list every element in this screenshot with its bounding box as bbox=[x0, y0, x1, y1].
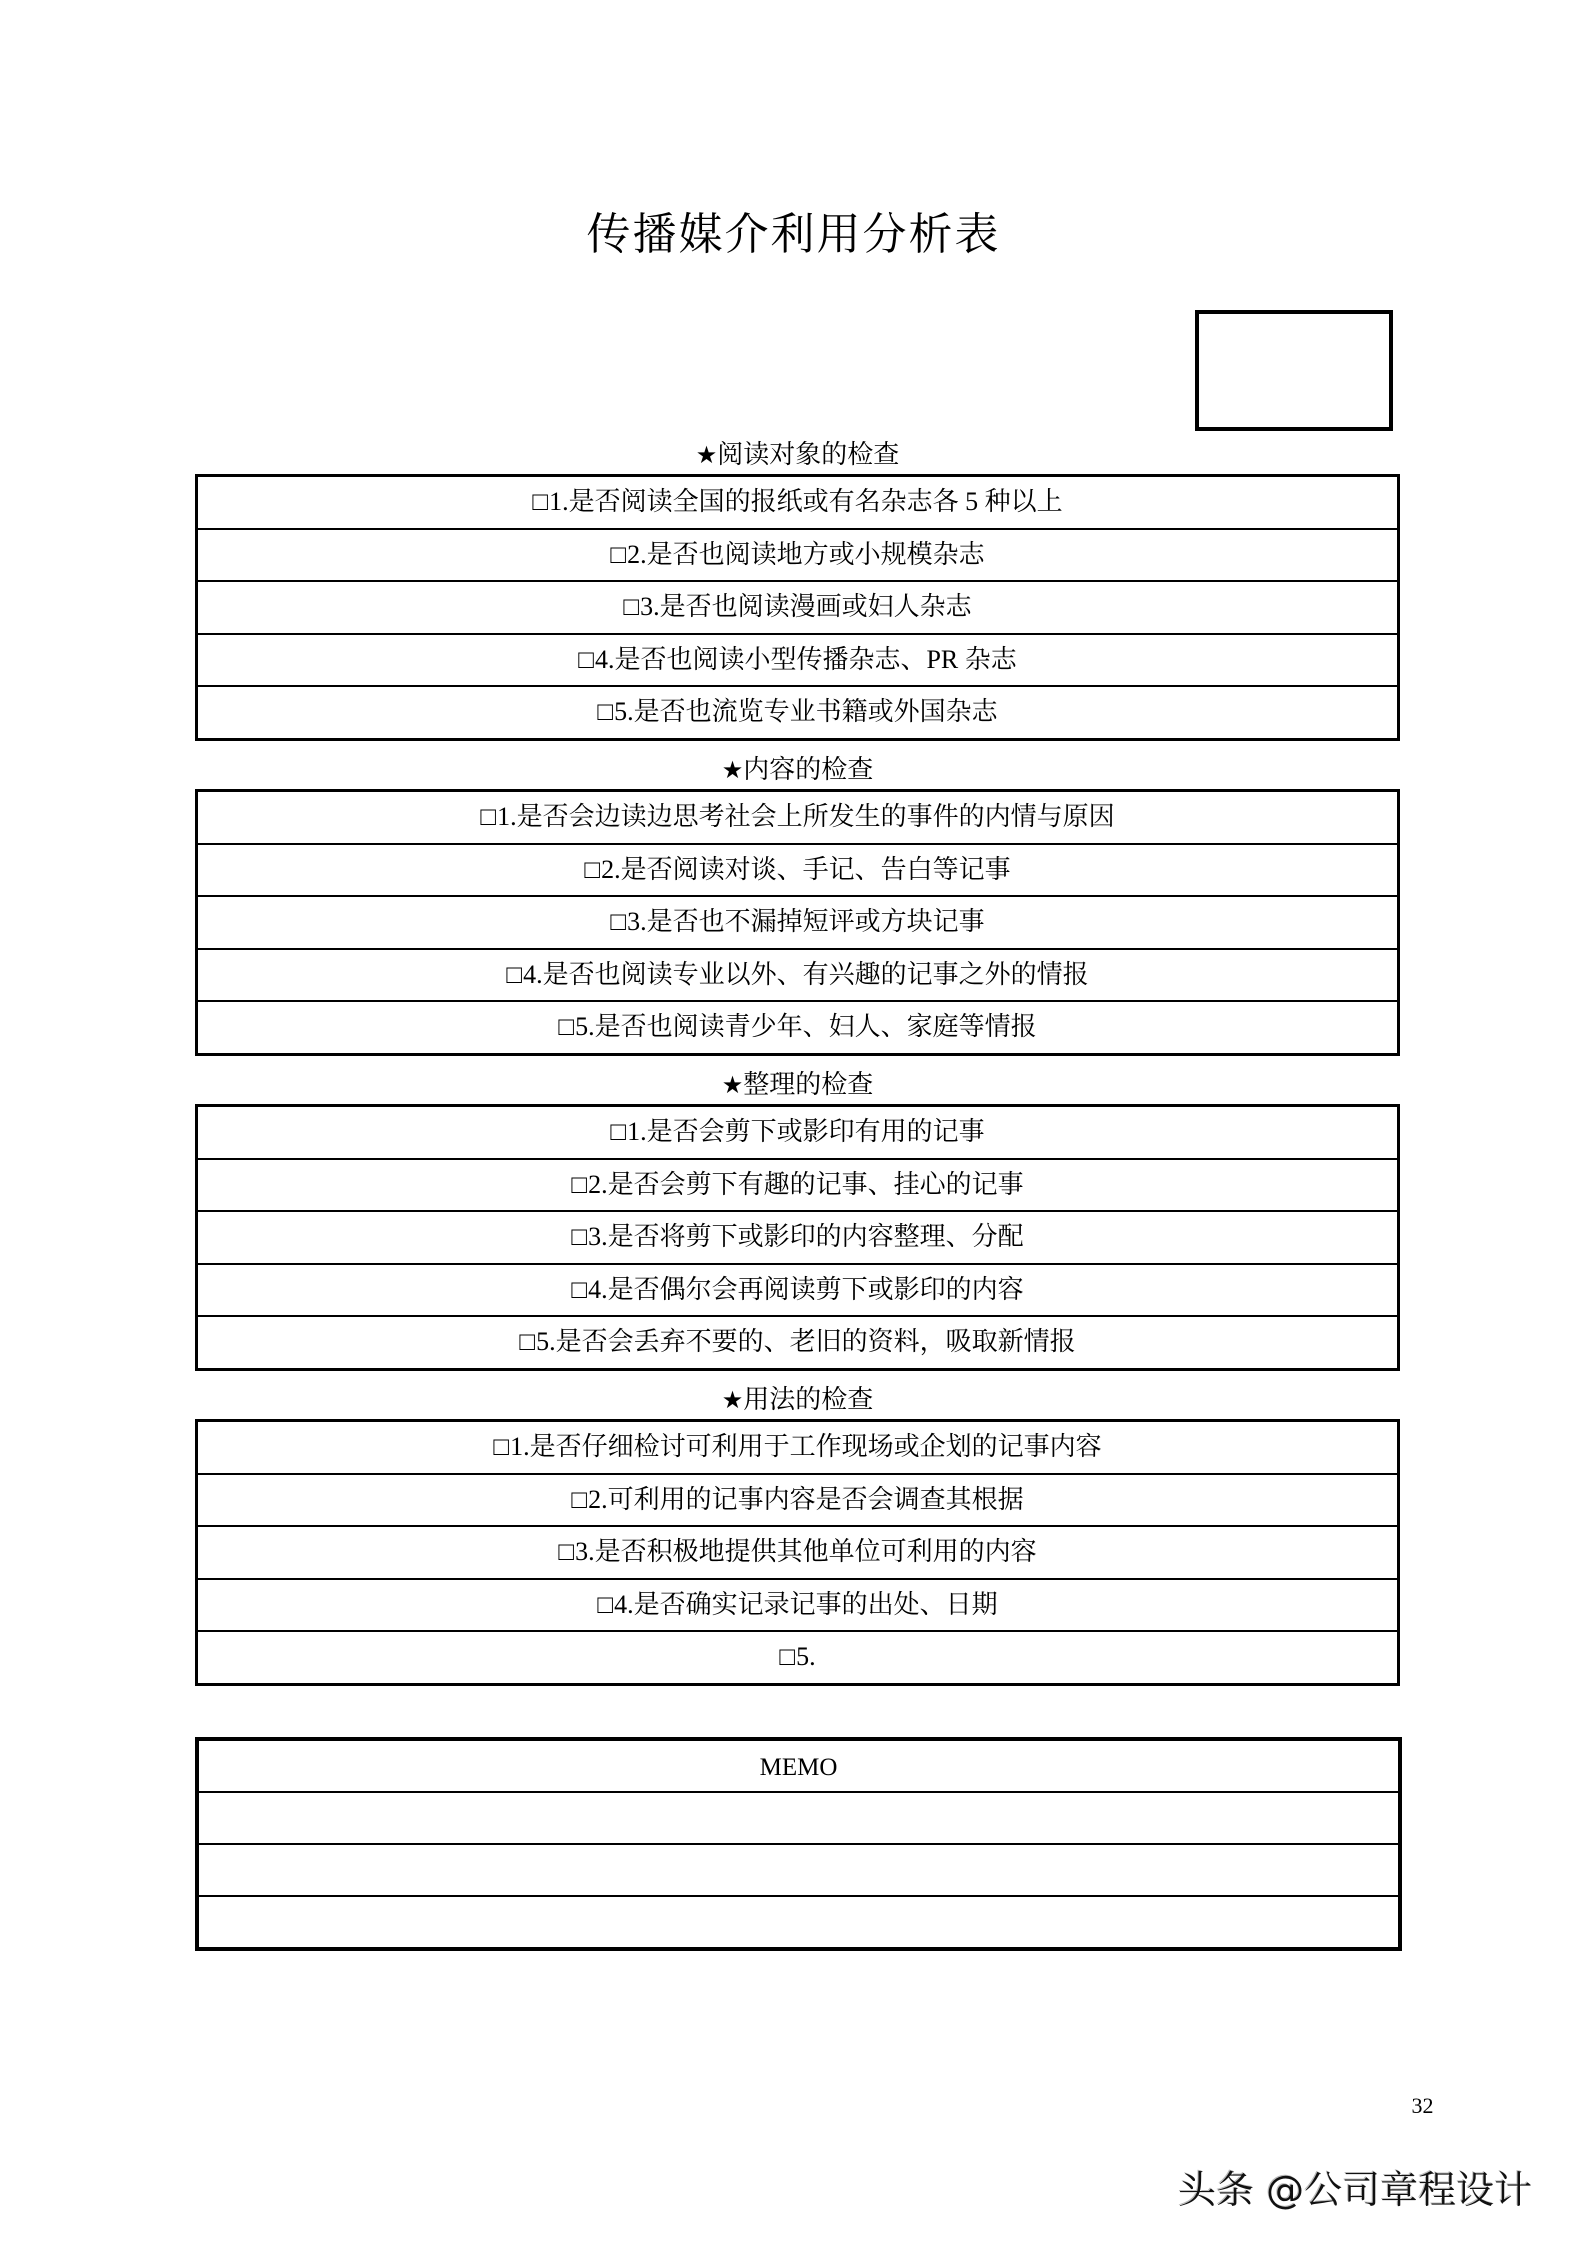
checklist-item-label: 3.是否积极地提供其他单位可利用的内容 bbox=[575, 1537, 1037, 1567]
checklist-item[interactable] bbox=[198, 1422, 1397, 1473]
checkbox-icon[interactable]: □ bbox=[519, 1327, 536, 1357]
section-header-label: 用法的检查 bbox=[743, 1385, 874, 1414]
star-icon: ★ bbox=[721, 758, 744, 784]
checkbox-icon[interactable]: □ bbox=[571, 1222, 588, 1252]
checklist-item[interactable] bbox=[198, 528, 1397, 581]
memo-line[interactable] bbox=[199, 1791, 1398, 1843]
checklist-item[interactable] bbox=[198, 1473, 1397, 1526]
checklist-item-label: 3.是否将剪下或影印的内容整理、分配 bbox=[588, 1222, 1024, 1252]
memo-line[interactable] bbox=[199, 1895, 1398, 1947]
checkbox-icon[interactable]: □ bbox=[571, 1484, 588, 1514]
section-header-organizing bbox=[195, 1068, 1400, 1103]
section-header-label: 阅读对象的检查 bbox=[717, 440, 900, 469]
memo-table bbox=[195, 1737, 1402, 1951]
checklist-item-label: 4.是否也阅读小型传播杂志、PR 杂志 bbox=[594, 644, 1017, 674]
checklist-item[interactable] bbox=[198, 1107, 1397, 1158]
page-title: 传播媒介利用分析表 bbox=[586, 210, 1001, 259]
checklist-item[interactable] bbox=[198, 1578, 1397, 1631]
checklist-item[interactable] bbox=[198, 1525, 1397, 1578]
checklist-item-label: 3.是否也不漏掉短评或方块记事 bbox=[627, 907, 985, 937]
section-header-content bbox=[195, 753, 1400, 788]
checklist-item[interactable] bbox=[198, 843, 1397, 896]
stamp-box bbox=[1195, 310, 1393, 431]
checklist-item-label: 5.是否也阅读青少年、妇人、家庭等情报 bbox=[575, 1012, 1037, 1042]
memo-header: MEMO bbox=[759, 1754, 838, 1781]
star-icon: ★ bbox=[721, 1388, 744, 1414]
checklist-item[interactable] bbox=[198, 1158, 1397, 1211]
checkbox-icon[interactable]: □ bbox=[493, 1432, 510, 1462]
memo-line[interactable] bbox=[199, 1843, 1398, 1895]
checklist-item-label: 5.是否会丢弃不要的、老旧的资料，吸取新情报 bbox=[536, 1327, 1076, 1357]
checkbox-icon[interactable]: □ bbox=[610, 539, 627, 569]
checklist-item[interactable] bbox=[198, 1210, 1397, 1263]
checkbox-icon[interactable]: □ bbox=[584, 854, 601, 884]
section-header-label: 整理的检查 bbox=[743, 1070, 874, 1099]
checklist-item[interactable] bbox=[198, 1315, 1397, 1368]
checklist-item-label: 4.是否也阅读专业以外、有兴趣的记事之外的情报 bbox=[523, 959, 1089, 989]
checklist-table-organizing bbox=[195, 1104, 1400, 1371]
checklist-item[interactable] bbox=[198, 1000, 1397, 1053]
checklist-item[interactable] bbox=[198, 895, 1397, 948]
section-header-label: 内容的检查 bbox=[743, 755, 874, 784]
star-icon: ★ bbox=[695, 443, 718, 469]
checklist-item-label: 2.可利用的记事内容是否会调查其根据 bbox=[588, 1484, 1024, 1514]
checklist-item-label: 2.是否也阅读地方或小规模杂志 bbox=[627, 539, 985, 569]
checklist-item-label: 2.是否会剪下有趣的记事、挂心的记事 bbox=[588, 1169, 1024, 1199]
checklist-item-label: 1.是否会剪下或影印有用的记事 bbox=[627, 1117, 985, 1147]
page-number: 32 bbox=[1411, 2093, 1434, 2118]
checklist-item-label: 1.是否会边读边思考社会上所发生的事件的内情与原因 bbox=[497, 802, 1115, 832]
checklist-item[interactable] bbox=[198, 1630, 1397, 1683]
checkbox-icon[interactable]: □ bbox=[597, 697, 614, 727]
checkbox-icon[interactable]: □ bbox=[571, 1169, 588, 1199]
checklist-item-label: 5.是否也流览专业书籍或外国杂志 bbox=[614, 697, 998, 727]
checkbox-icon[interactable]: □ bbox=[506, 959, 523, 989]
checklist-item[interactable] bbox=[198, 633, 1397, 686]
checklist-item[interactable] bbox=[198, 685, 1397, 738]
section-header-usage bbox=[195, 1383, 1400, 1418]
checkbox-icon[interactable]: □ bbox=[480, 802, 497, 832]
checklist-item-label: 3.是否也阅读漫画或妇人杂志 bbox=[640, 592, 972, 622]
watermark: 头条 @公司章程设计 bbox=[1178, 2168, 1533, 2212]
checkbox-icon[interactable]: □ bbox=[578, 644, 594, 674]
checklist-item[interactable] bbox=[198, 1263, 1397, 1316]
checklist-table-usage bbox=[195, 1419, 1400, 1686]
checkbox-icon[interactable]: □ bbox=[532, 487, 549, 517]
checklist-item[interactable] bbox=[198, 580, 1397, 633]
checkbox-icon[interactable]: □ bbox=[597, 1589, 614, 1619]
checklist-item-label: 1.是否仔细检讨可利用于工作现场或企划的记事内容 bbox=[510, 1432, 1102, 1462]
checklist-item-label: 1.是否阅读全国的报纸或有名杂志各 5 种以上 bbox=[549, 487, 1063, 517]
checkbox-icon[interactable]: □ bbox=[610, 907, 627, 937]
star-icon: ★ bbox=[721, 1073, 744, 1099]
checkbox-icon[interactable]: □ bbox=[610, 1117, 627, 1147]
checklist-item-label: 4.是否确实记录记事的出处、日期 bbox=[614, 1589, 998, 1619]
checklist-item[interactable] bbox=[198, 792, 1397, 843]
checklist-item-label: 4.是否偶尔会再阅读剪下或影印的内容 bbox=[588, 1274, 1024, 1304]
checkbox-icon[interactable]: □ bbox=[571, 1274, 588, 1304]
checklist-table-reading-targets bbox=[195, 474, 1400, 741]
checkbox-icon[interactable]: □ bbox=[558, 1012, 575, 1042]
checklist-item-label: 5. bbox=[796, 1642, 816, 1672]
section-header-reading-targets bbox=[195, 438, 1400, 473]
checkbox-icon[interactable]: □ bbox=[779, 1642, 796, 1672]
checkbox-icon[interactable]: □ bbox=[558, 1537, 575, 1567]
checklist-item-label: 2.是否阅读对谈、手记、告白等记事 bbox=[601, 854, 1011, 884]
checklist-table-content bbox=[195, 789, 1400, 1056]
checkbox-icon[interactable]: □ bbox=[623, 592, 640, 622]
checklist-item[interactable] bbox=[198, 477, 1397, 528]
checklist-item[interactable] bbox=[198, 948, 1397, 1001]
